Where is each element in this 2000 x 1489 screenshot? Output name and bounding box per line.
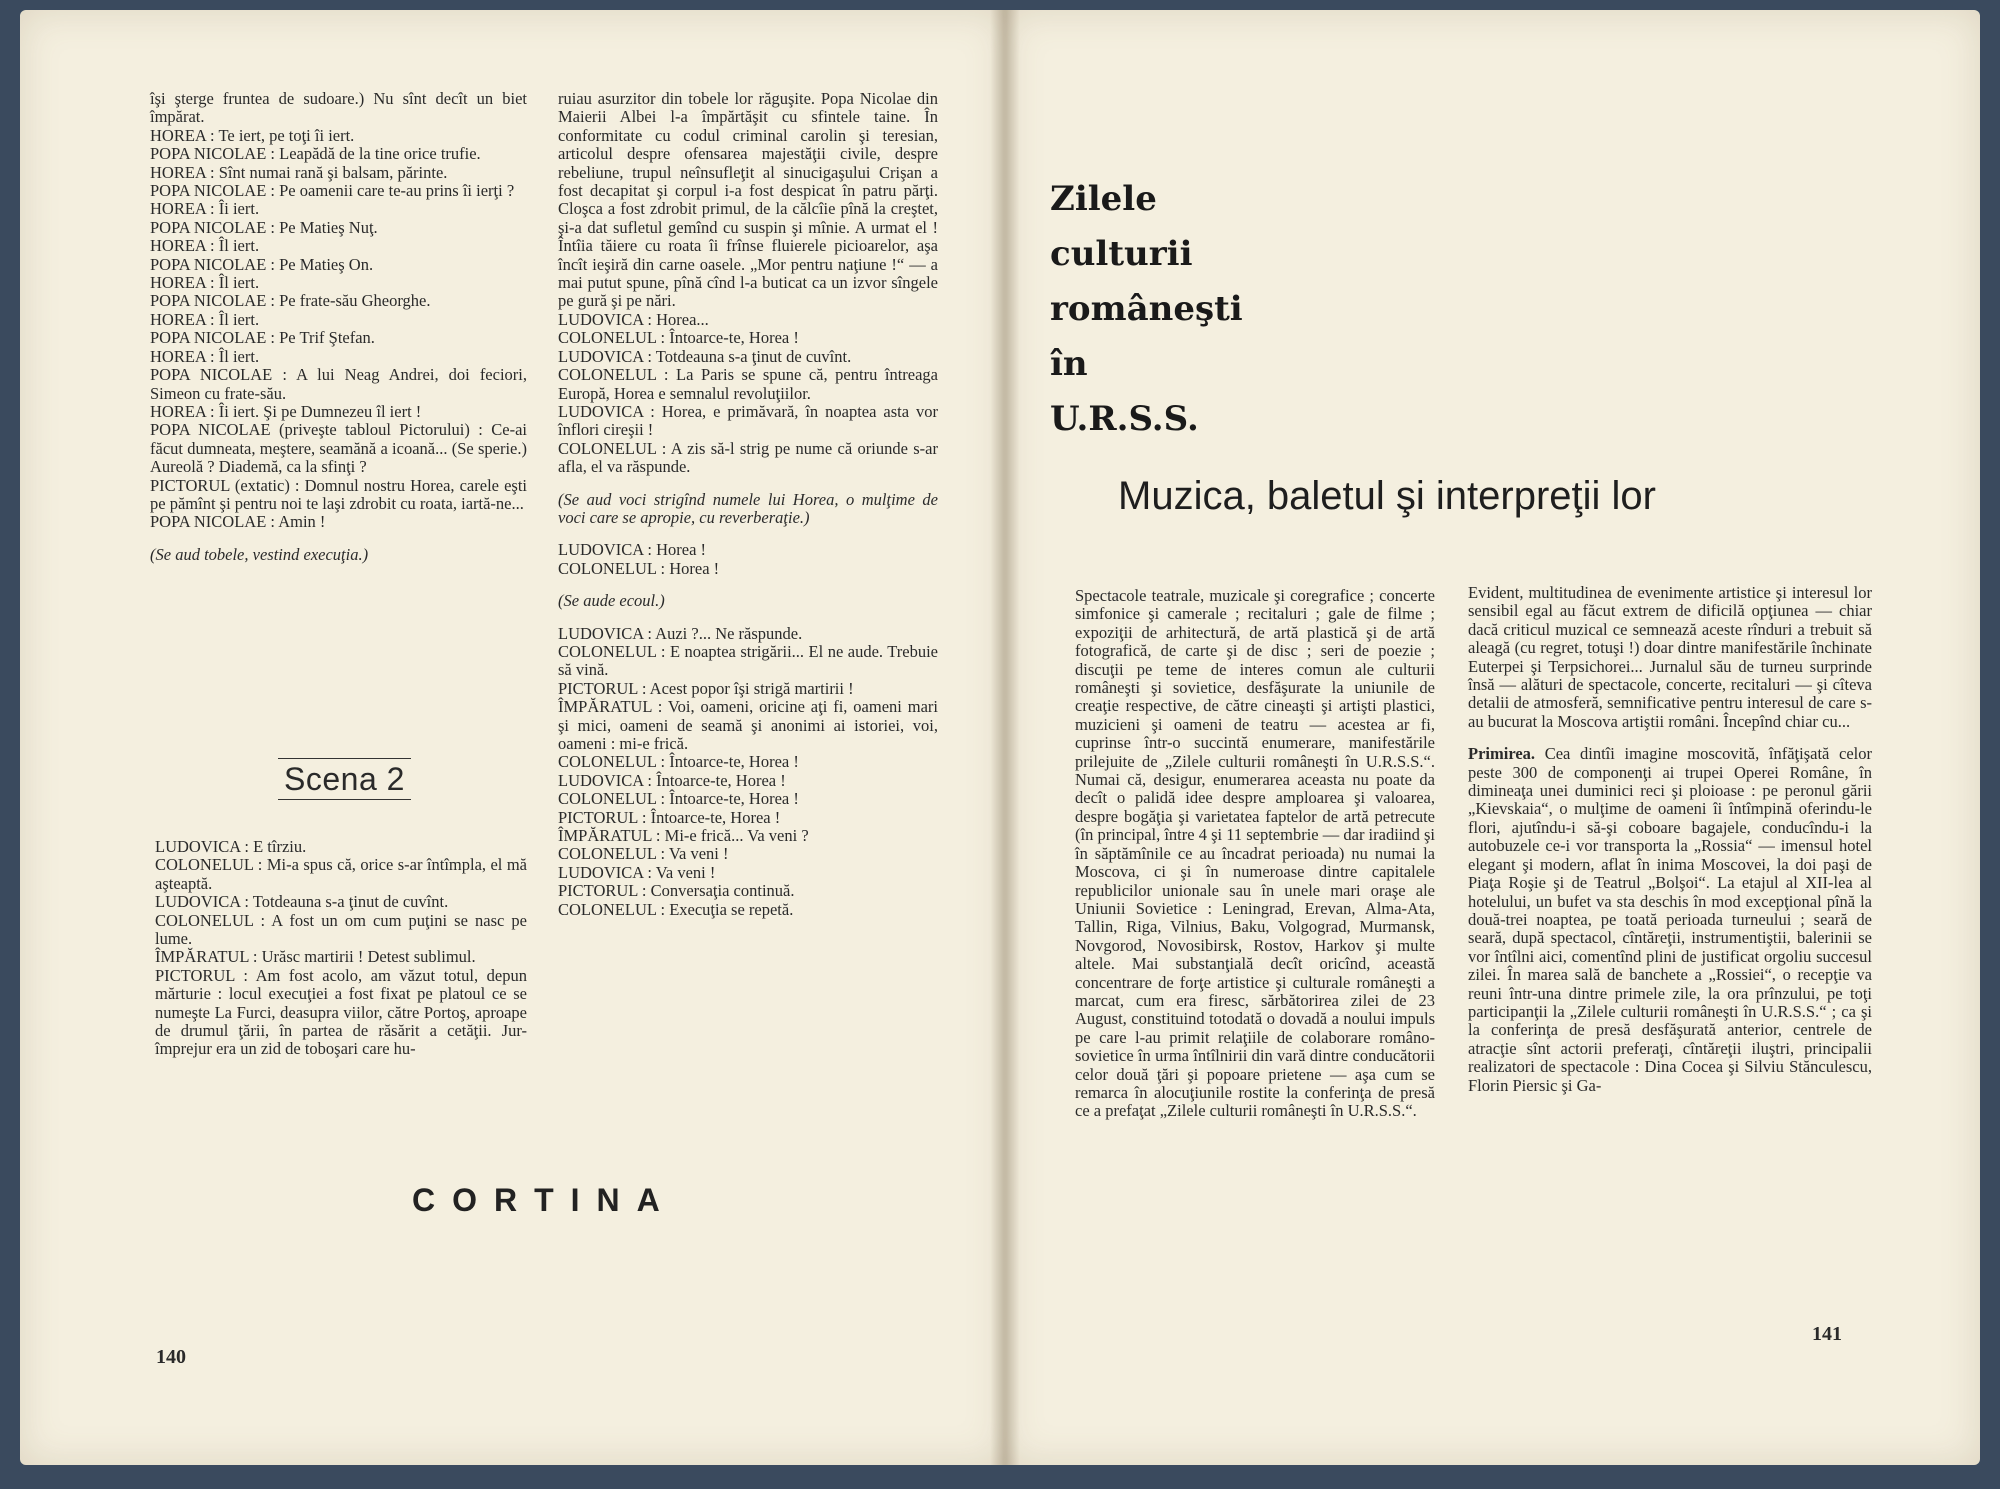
dialogue-line: PICTORUL : Am fost acolo, am văzut totul, depun mărturie : locul execuţiei a fost fixat pe platoul ce se numeşte La Furci, deasupra viilor, către Portoş, aproape de drumul ţării, în partea de răsărit a cetăţii. Jur-împrejur era un zid de toboşari care hu- xyxy=(155,965,527,1059)
dialogue-line: ÎMPĂRATUL : Mi-e frică... Va veni ? xyxy=(558,826,809,846)
dialogue-line: POPA NICOLAE : Pe frate-său Gheorghe. xyxy=(150,291,431,311)
dialogue-line: POPA NICOLAE : A lui Neag Andrei, doi feciori, Simeon cu frate-său. xyxy=(150,365,527,403)
title-line: culturii xyxy=(1050,234,1193,274)
dialogue-line: COLONELUL : Întoarce-te, Horea ! xyxy=(558,789,799,809)
dialogue-line: PICTORUL : Acest popor îşi strigă martirii ! xyxy=(558,678,854,698)
dialogue-line: HOREA : Îi iert. xyxy=(150,199,260,219)
dialogue-line: HOREA : Îl iert. xyxy=(150,236,260,256)
dialogue-line: HOREA : Te iert, pe toţi îi iert. xyxy=(150,125,355,145)
dialogue-line: HOREA : Îi iert. Şi pe Dumnezeu îl iert ! xyxy=(150,401,422,421)
dialogue-line: COLONELUL : E noaptea strigării... El ne aude. Trebuie să vină. xyxy=(558,641,938,680)
left-column-2 xyxy=(558,90,938,919)
page-number-left: 140 xyxy=(156,1346,186,1368)
article-title xyxy=(1050,172,1290,447)
dialogue-line: (Se aud tobele, vestind execuţia.) xyxy=(150,544,369,564)
right-column-1 xyxy=(1075,587,1435,1121)
article-headline: Muzica, baletul şi interpreţii lor xyxy=(1118,474,1656,518)
left-column-1-scene2 xyxy=(155,838,527,1059)
dialogue-line: COLONELUL : A fost un om cum puţini se nasc pe lume. xyxy=(155,910,527,949)
dialogue-line: LUDOVICA : E tîrziu. xyxy=(155,837,307,856)
left-column-1 xyxy=(150,90,527,578)
dialogue-line: HOREA : Îl iert. xyxy=(150,309,260,329)
dialogue-line: LUDOVICA : Horea, e primăvară, în noaptea asta vor înflori cireşii ! xyxy=(558,401,938,440)
page-number-right: 141 xyxy=(1812,1323,1842,1345)
dialogue-line: POPA NICOLAE : Pe Matieş Nuţ. xyxy=(150,217,378,237)
dialogue-line: POPA NICOLAE : Pe Matieş On. xyxy=(150,254,374,274)
dialogue-line: POPA NICOLAE : Leapădă de la tine orice trufie. xyxy=(150,144,481,164)
dialogue-line: LUDOVICA : Horea ! xyxy=(558,540,707,560)
dialogue-line: COLONELUL : Mi-a spus că, orice s-ar întîmpla, el mă aşteaptă. xyxy=(155,855,527,893)
dialogue-line: îşi şterge fruntea de sudoare.) Nu sînt decît un biet împărat. xyxy=(150,89,527,127)
dialogue-line: LUDOVICA : Totdeauna s-a ţinut de cuvînt. xyxy=(558,346,852,366)
dialogue-line: COLONELUL : A zis să-l strig pe nume că oriunde s-ar afla, el va răspunde. xyxy=(558,438,938,477)
title-line: româneşti xyxy=(1050,289,1243,329)
dialogue-line: ruiau asurzitor din tobele lor răguşite. Popa Nicolae din Maierii Albei l-a împărtăşit cu sfintele taine. În conformitate cu codul criminal carolin şi teresian, articolul despre ofensarea majestăţii civile, despre rebeliune, trupul neînsufleţit al sinucigaşului Crişan a fost decapitat şi corpul i-a fost despicat în patru părţi. Cloşca a fost zdrobit primul, de la călcîie pînă la creştet, şi-a dat sufletul gemînd cu suspin şi mînie. A urmat el ! Întîia tăiere cu roata îi frînse fluierele picioarelor, aşa încît ieşiră din carne oasele. „Mor pentru naţiune !“ — a mai putut spune, pînă cînd l-a buticat ca un izvor sîngele pe gură şi pe nări. xyxy=(558,89,938,311)
right-column-1-text: Spectacole teatrale, muzicale şi coregrafice ; concerte simfonice şi camerale ; recitaluri ; gale de filme ; expoziţii de arhitectură, de artă plastică şi de artă fotografică, de carte şi de disc ; seri de poezie ; discuţii pe teme de interes comun ale culturii româneşti şi sovietice, desfăşurate la uniunile de creaţie respective, de către cineaşti şi artişti plastici, muzicieni şi oameni de teatru — acestea ar fi, cuprinse într-o succintă enumerare, manifestările prilejuite de „Zilele culturii româneşti în U.R.S.S.“. Numai că, desigur, enumerarea aceasta nu poate da decît o palidă idee despre amploarea şi valoarea, despre bogăţia şi varietatea faptelor de artă petrecute (în principal, între 4 şi 11 septembrie — dar iradiind şi în săptămînile ce au încadrat perioada) nu numai la Moscova, ci şi în numeroase dintre capitalele republicilor unionale sau în unele mari oraşe ale Uniunii Sovietice : Leningrad, Erevan, Alma-Ata, Tallin, Riga, Vilnius, Baku, Volgograd, Murmansk, Novgorod, Novosibirsk, Rostov, Harkov şi multe altele. Mai substanţială decît oricînd, această concentrare de forţe artistice şi culturale româneşti a marcat, cum era firesc, sărbătorirea zilei de 23 August, constituind totodată o dovadă a noului impuls pe care l-au primit relaţiile de colaborare româno-sovietice în urma întîlnirii din vară dintre conducătorii celor două ţări şi popoare prietene — aşa cum se remarca în alocuţiunile rostite la conferinţa de presă ce a prefaţat „Zilele culturii româneşti în U.R.S.S.“. xyxy=(1075,586,1436,1121)
dialogue-line: PICTORUL : Conversaţia continuă. xyxy=(558,881,795,901)
dialogue-line: POPA NICOLAE : Amin ! xyxy=(150,512,326,532)
dialogue-line: LUDOVICA : Totdeauna s-a ţinut de cuvînt. xyxy=(155,892,449,912)
dialogue-line: (Se aude ecoul.) xyxy=(558,591,665,611)
dialogue-line: COLONELUL : Întoarce-te, Horea ! xyxy=(558,328,799,348)
dialogue-line: LUDOVICA : Horea... xyxy=(558,309,709,329)
dialogue-line: LUDOVICA : Întoarce-te, Horea ! xyxy=(558,770,786,790)
dialogue-line: COLONELUL : La Paris se spune că, pentru întreaga Europă, Horea e semnalul revoluţiilor. xyxy=(558,365,938,403)
dialogue-line: COLONELUL : Execuţia se repetă. xyxy=(558,899,794,919)
title-line: în xyxy=(1050,344,1088,384)
dialogue-line: ÎMPĂRATUL : Urăsc martirii ! Detest sublimul. xyxy=(155,947,476,967)
dialogue-line: POPA NICOLAE (priveşte tabloul Pictorului) : Ce-ai făcut dumneata, meştere, seamănă a icoană... (Se sperie.) Aureolă ? Diademă, ca la sfinţi ? xyxy=(150,420,527,477)
dialogue-line: COLONELUL : Va veni ! xyxy=(558,844,729,864)
right-column-2 xyxy=(1468,584,1872,1095)
dialogue-line: POPA NICOLAE : Pe Trif Ştefan. xyxy=(150,328,375,348)
dialogue-line: COLONELUL : Întoarce-te, Horea ! xyxy=(558,752,799,772)
right-column-2-body xyxy=(1468,745,1872,1095)
dialogue-line: HOREA : Îl iert. xyxy=(150,273,260,293)
right-column-2-intro: Evident, multitudinea de evenimente artistice şi interesul lor sensibil egal au făcut extrem de dificilă opţiunea — chiar dacă criticul muzical ce semnează aceste rînduri a trebuit să aleagă (cu regret, totuşi !) doar dintre manifestările închinate Euterpei şi Terpsichorei... Jurnalul său de turneu surprinde însă — alături de spectacole, concerte, recitaluri — şi cîteva detalii de atmosferă, semnificative pentru interesul de care s-au bucurat la Moscova artiştii români. Începînd chiar cu... xyxy=(1468,583,1872,731)
dialogue-line: (Se aud voci strigînd numele lui Horea, o mulţime de voci care se apropie, cu reverberaţie.) xyxy=(558,489,938,527)
dialogue-line: LUDOVICA : Auzi ?... Ne răspunde. xyxy=(558,623,803,643)
dialogue-line: HOREA : Îl iert. xyxy=(150,346,260,366)
book-gutter xyxy=(990,10,1020,1465)
section-lead: Primirea. xyxy=(1468,744,1536,764)
title-line: U.R.S.S. xyxy=(1050,399,1199,439)
cortina-heading: CORTINA xyxy=(412,1182,677,1218)
dialogue-line: HOREA : Sînt numai rană şi balsam, părinte. xyxy=(150,162,448,182)
right-column-2-text: Cea dintîi imagine moscovită, înfăţişată celor peste 300 de componenţi ai trupei Operei Române, în dimineaţa unei duminici reci şi ploioase : pe peronul gării „Kievskaia“, o mulţime de oameni îi întîmpină oferindu-le flori, ajutîndu-i să-şi coboare bagajele, conducîndu-i la autobuzele ce-i vor transporta la „Rossia“ — imensul hotel elegant şi modern, aflat în inima Moscovei, la doi paşi de Piaţa Roşie şi de Teatrul „Bolşoi“. La etajul al XII-lea al hotelului, un bufet va sta deschis în mod excepţional pînă la două-trei noaptea, pe toată perioada turneului ; seară de seară, după spectacol, cîntăreţii, instrumentiştii, balerinii se vor întîlni aici, comentînd plini de justificat orgoliu succesul zilei. În marea sală de banchete a „Rossiei“, o recepţie va reuni într-una dintre primele zile, la ora prînzului, pe toţi participanţii la „Zilele culturii româneşti în U.R.S.S.“ ; ca şi la conferinţa de presă desfăşurată anterior, centrele de atracţie sînt actorii preferaţi, cîntăreţii iluştri, principalii realizatori de spectacole : Dina Cocea şi Silviu Stănculescu, Florin Piersic şi Ga- xyxy=(1468,744,1872,1095)
scene-title: Scena 2 xyxy=(278,758,411,800)
dialogue-line: LUDOVICA : Va veni ! xyxy=(558,862,716,882)
title-line: Zilele xyxy=(1050,179,1157,219)
dialogue-line: PICTORUL (extatic) : Domnul nostru Horea, carele eşti pe pămînt şi pentru noi te laşi zdrobit cu roata, iartă-ne... xyxy=(150,475,527,513)
dialogue-line: ÎMPĂRATUL : Voi, oameni, oricine aţi fi, oameni mari şi mici, oameni de seamă şi anonimi ai istoriei, voi, oameni : mi-e frică. xyxy=(558,697,938,753)
dialogue-line: PICTORUL : Întoarce-te, Horea ! xyxy=(558,807,781,827)
dialogue-line: POPA NICOLAE : Pe oamenii care te-au prins îi ierţi ? xyxy=(150,181,515,201)
dialogue-line: COLONELUL : Horea ! xyxy=(558,558,720,578)
